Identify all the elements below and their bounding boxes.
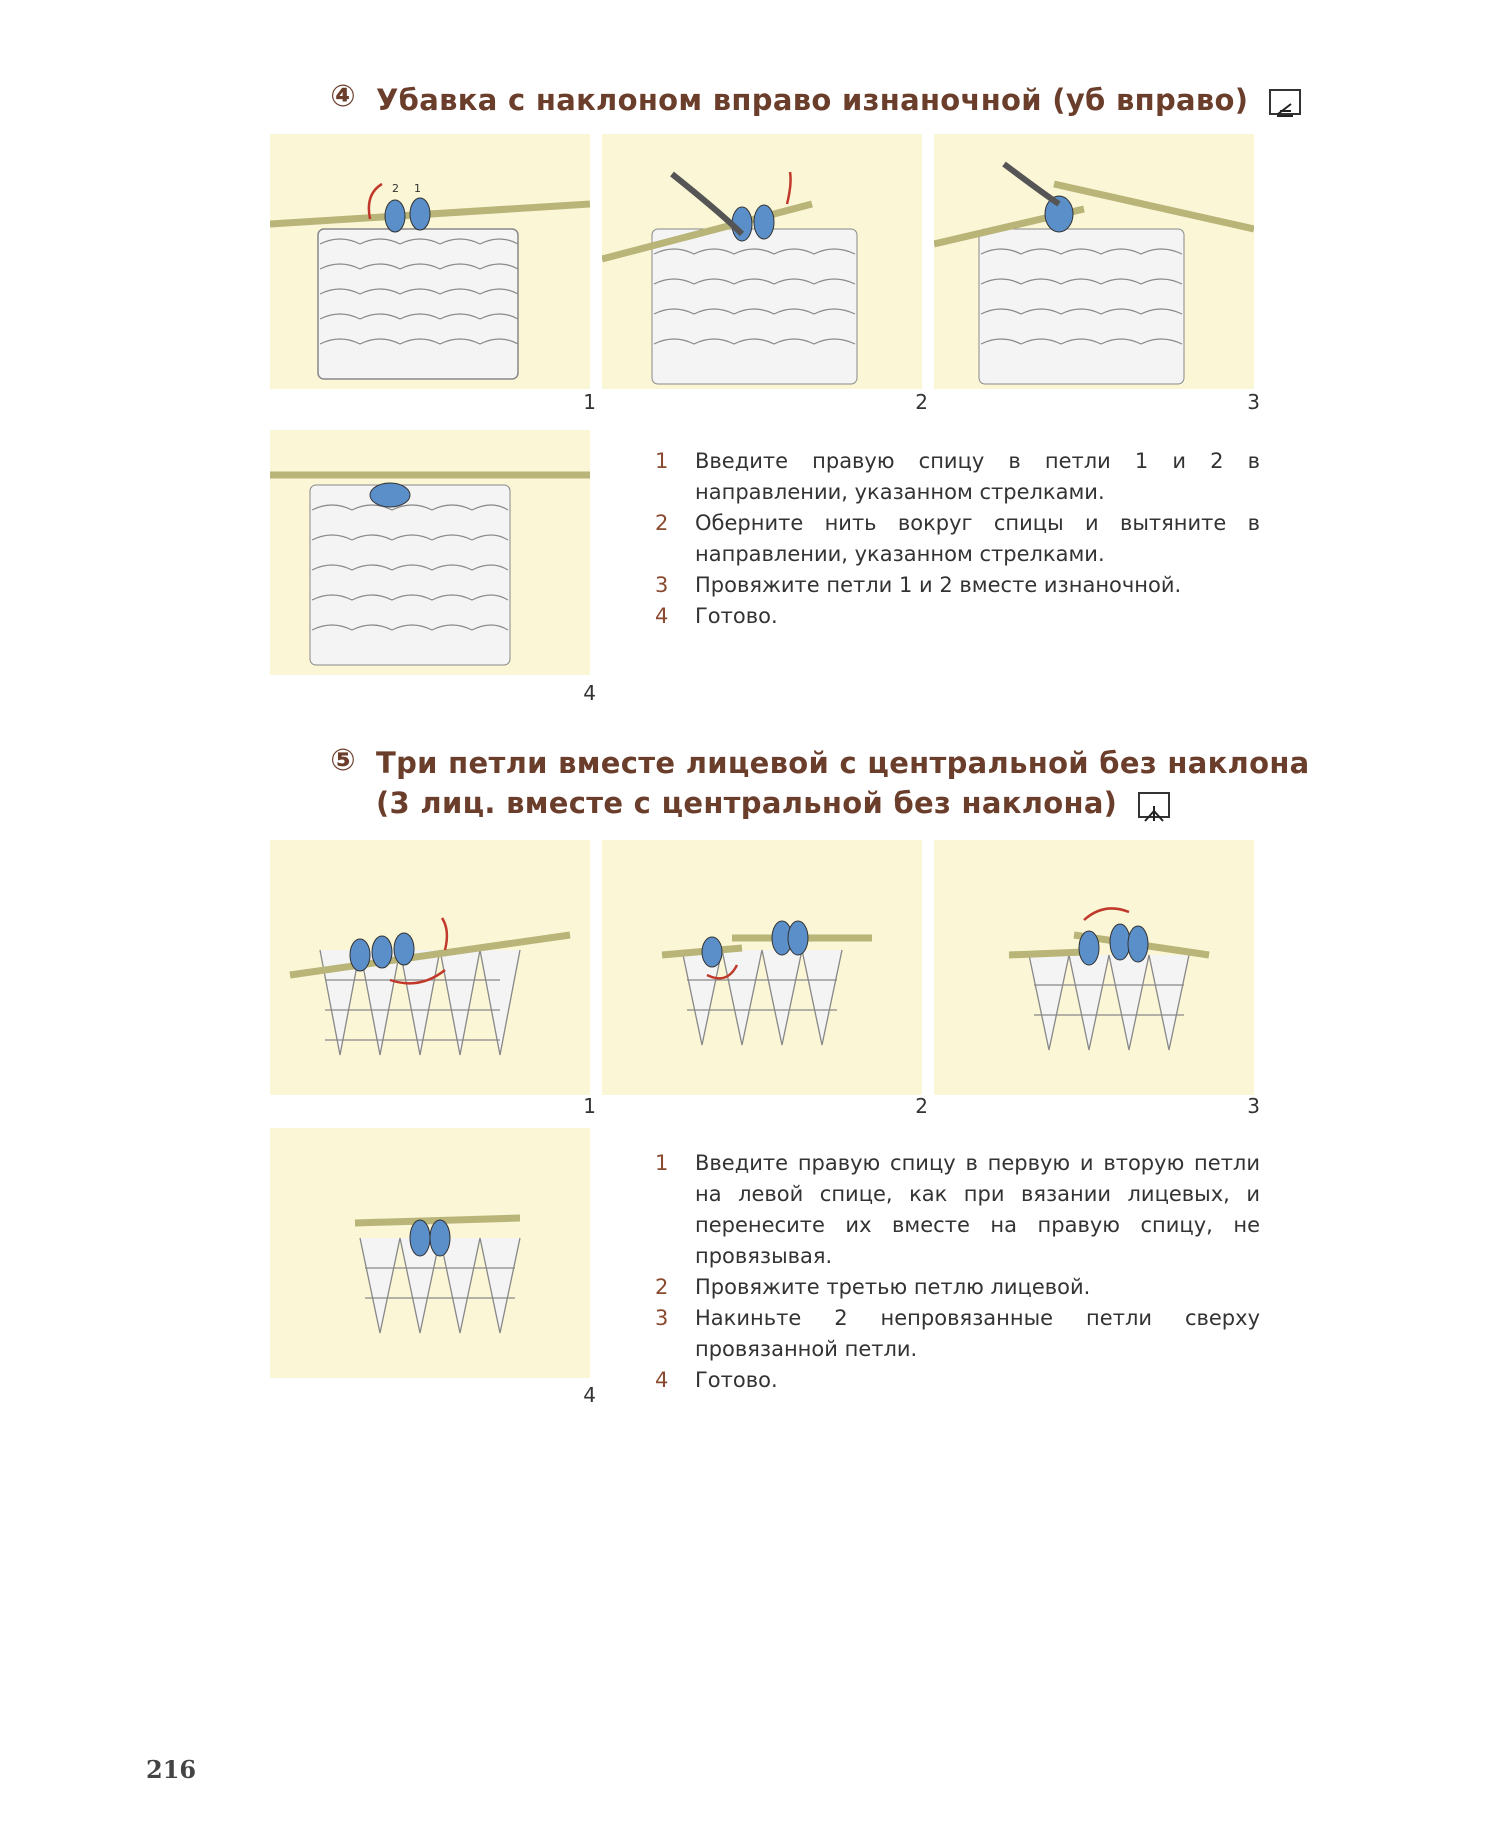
section-5-step-3 — [655, 1303, 1260, 1365]
section-5-figure-3 — [934, 840, 1254, 1095]
section-4-fig-label-3: 3 — [1247, 390, 1260, 414]
page-number: 216 — [146, 1755, 197, 1784]
loop-2-label: 2 — [392, 182, 399, 195]
section-5-step-1 — [655, 1148, 1260, 1272]
section-5-figure-2 — [602, 840, 922, 1095]
section-4-steps — [655, 446, 1260, 632]
step-text: Введите правую спицу в петли 1 и 2 в направлении, указанном стрелками. — [695, 449, 1260, 504]
section-4-fig-label-2: 2 — [915, 390, 928, 414]
section-4-step-2 — [655, 508, 1260, 570]
step-number: 2 — [655, 511, 669, 535]
section-4-step-1 — [655, 446, 1260, 508]
step-number: 1 — [655, 449, 669, 473]
section-4-figure-4 — [270, 430, 590, 675]
section-4-fig-label-1: 1 — [583, 390, 596, 414]
step-number: 4 — [655, 604, 669, 628]
purl-decrease-right-symbol-icon — [1269, 89, 1301, 115]
section-5-fig-label-4: 4 — [583, 1383, 596, 1407]
section-5-title-line-2 — [376, 783, 1170, 823]
section-5-fig-label-1: 1 — [583, 1094, 596, 1118]
step-text: Оберните нить вокруг спицы и вытяните в направлении, указанном стрелками. — [695, 511, 1260, 566]
knit-3-together-centered-symbol-icon — [1138, 792, 1170, 818]
step-number: 3 — [655, 573, 669, 597]
section-5-step-2 — [655, 1272, 1260, 1303]
section-5-title-text-2: (3 лиц. вместе с центральной без наклона) — [376, 786, 1118, 820]
section-4-figure-3 — [934, 134, 1254, 389]
section-5-title-text-1: Три петли вместе лицевой с центральной без наклона — [376, 746, 1310, 780]
section-5-title-line-1 — [376, 743, 1310, 783]
section-5-number: ⑤ — [330, 743, 356, 778]
section-5-fig-label-2: 2 — [915, 1094, 928, 1118]
section-4-number: ④ — [330, 79, 356, 114]
section-4-step-4 — [655, 601, 1260, 632]
section-5-figure-1 — [270, 840, 590, 1095]
section-4-step-3 — [655, 570, 1260, 601]
step-text: Накиньте 2 непровязанные петли сверху провязанной петли. — [695, 1306, 1260, 1361]
step-number: 1 — [655, 1151, 669, 1175]
step-number: 3 — [655, 1306, 669, 1330]
step-text: Провяжите петли 1 и 2 вместе изнаночной. — [695, 573, 1182, 597]
step-text: Провяжите третью петлю лицевой. — [695, 1275, 1091, 1299]
section-5-steps — [655, 1148, 1260, 1396]
step-number: 4 — [655, 1368, 669, 1392]
section-4-title — [376, 80, 1301, 120]
section-4-title-text: Убавка с наклоном вправо изнаночной (уб вправо) — [376, 83, 1249, 117]
section-4-fig-label-4: 4 — [583, 681, 596, 705]
step-text: Введите правую спицу в первую и вторую петли на левой спице, как при вязании лицевых, и перенесите их вместе на правую спицу, не провязывая. — [695, 1151, 1260, 1268]
section-5-fig-label-3: 3 — [1247, 1094, 1260, 1118]
section-4-figure-1 — [270, 134, 590, 389]
section-5-figure-4 — [270, 1128, 590, 1378]
section-4-figure-2 — [602, 134, 922, 389]
section-5-step-4 — [655, 1365, 1260, 1396]
step-text: Готово. — [695, 604, 778, 628]
step-number: 2 — [655, 1275, 669, 1299]
step-text: Готово. — [695, 1368, 778, 1392]
loop-1-label: 1 — [414, 182, 421, 195]
